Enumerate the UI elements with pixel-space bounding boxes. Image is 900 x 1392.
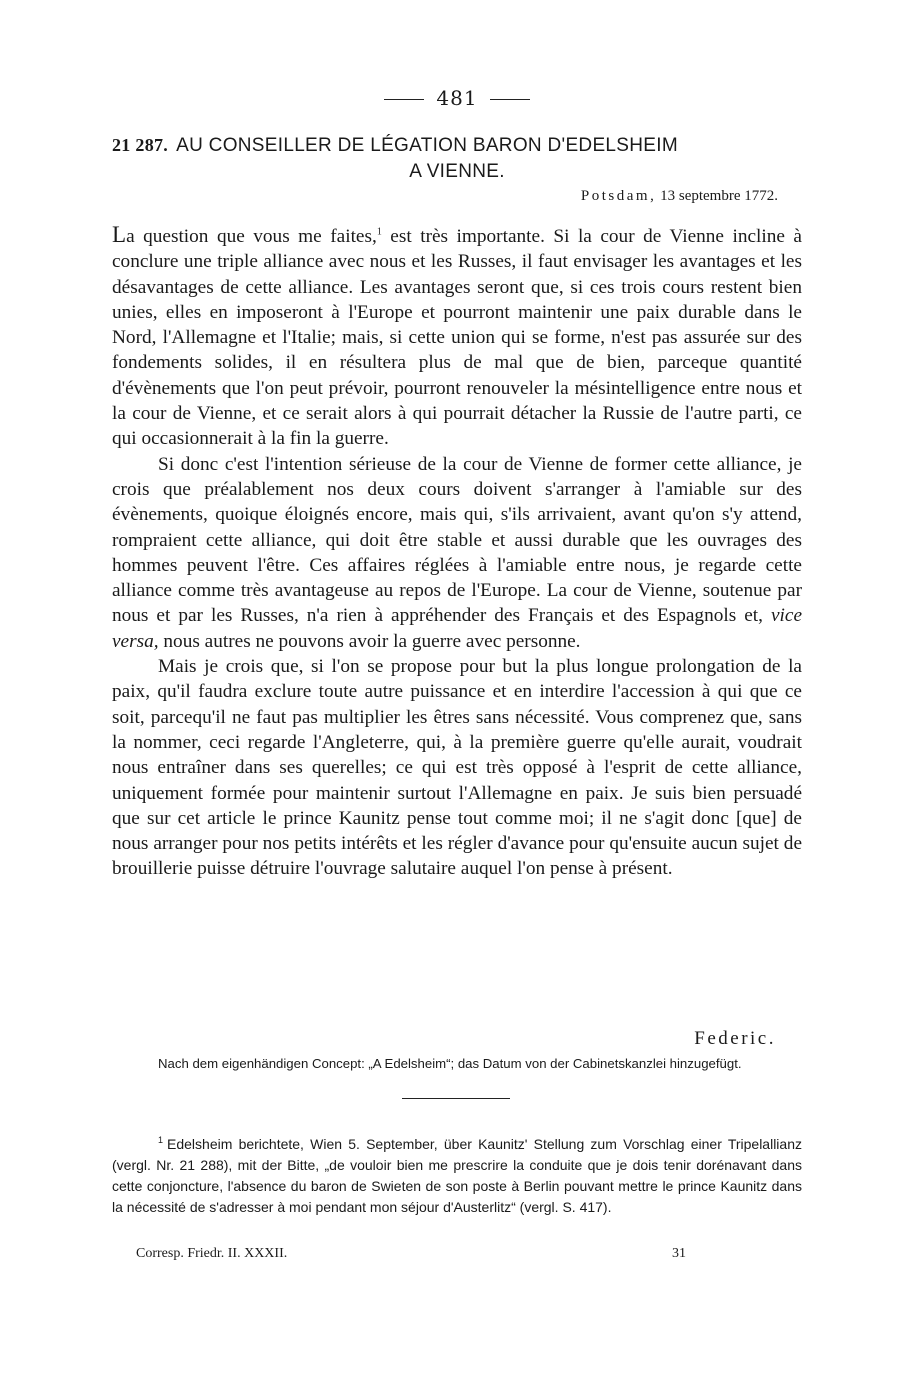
page-number-dash-right (490, 99, 530, 100)
footnote-mark: 1 (158, 1135, 164, 1146)
paragraph-1 (112, 222, 802, 452)
volume-reference: Corresp. Friedr. II. XXXII. (136, 1246, 288, 1261)
paragraph-1-text-a: a question que vous me faites, (126, 226, 377, 247)
dateline-date: 13 septembre 1772. (660, 188, 778, 204)
footnote-text: Edelsheim berichtete, Wien 5. September, über Kaunitz' Stellung zum Vorschlag einer Tripelallianz (vergl. Nr. 21 288), mit der Bitte, „de vouloir bien me prescrire la conduite que je dois tenir dorénavant dans cette conjoncture, l'absence du baron de Swieten de son poste à Berlin pouvant mettre le prince Kaunitz dans la nécessité de s'adresser à moi pendant mon séjour d'Austerlitz“ (vergl. S. 417). (112, 1136, 802, 1215)
page-number-text: 481 (436, 86, 478, 110)
paragraph-2-text-a: Si donc c'est l'intention sérieuse de la cour de Vienne de former cette alliance, je crois que préalablement nos deux cours doivent s'arranger à l'amiable sur des évènements, quoique éloignés encore, mais qui, s'ils arrivaient, avant qu'on s'y attend, rompraient cette alliance, qui doit être stable et aussi durable que les ouvrages des hommes peuvent l'être. Ces affaires réglées à l'amiable entre nous, je regarde cette alliance comme très avantageuse au repos de l'Europe. La cour de Vienne, soutenue par nous et par les Russes, n'a rien à appréhender des Français et des Espagnols et, (112, 453, 802, 627)
paragraph-1-text-b: est très importante. Si la cour de Vienne incline à conclure une triple alliance avec nous et les Russes, il faut envisager les avantages et les désavantages de cette alliance. Les avantages seront que, si ces trois cours restent bien unies, elles en imposeront à l'Europe et pourront maintenir une paix durable dans le Nord, l'Allemagne et l'Italie; mais, si cette union qui se forme, n'est pas assurée sur des fondements solides, il en résultera plus de mal que de bien, parceque quantité d'évènements que l'on peut prévoir, pourront renouveler la mésintelligence entre nous et la cour de Vienne, et ce serait alors à qui pourrait détacher la Russie de l'autre parti, ce qui occasionnerait à la fin la guerre. (112, 226, 802, 450)
page-number-dash-left (384, 99, 424, 100)
footnote (112, 1134, 802, 1218)
letter-body (112, 222, 802, 882)
footnote-reference: 1 (376, 226, 382, 238)
letter-number: 21 287. (112, 135, 169, 155)
dateline-place: Potsdam, (580, 188, 657, 204)
letter-title-line2: A VIENNE. (409, 161, 505, 182)
page-number (112, 86, 802, 110)
paragraph-2 (112, 452, 802, 654)
footnote-divider (402, 1098, 510, 1099)
letter-title-line1: AU CONSEILLER DE LÉGATION BARON D'EDELSHEIM (176, 135, 678, 156)
paragraph-2-italic: vice versa, (112, 605, 802, 652)
paragraph-3: Mais je crois que, si l'on se propose pour but la plus longue prolongation de la paix, qu'il faudra exclure toute autre puissance et en interdire l'accession à qui que ce soit, parcequ'il ne faut pas multiplier les êtres sans nécessité. Vous comprenez que, sans la nommer, ceci regarde l'Angleterre, qui, à la première guerre qu'elle aurait, voudrait nous entraîner dans ses querelles; ce qui est très opposé à l'esprit de cette alliance, uniquement formée pour maintenir surtout l'Allemagne en paix. Je suis bien persuadé que sur cet article le prince Kaunitz pense tout comme moi; il ne s'agit donc [que] de nous arranger pour nos petits intérêts et les régler d'avance pour qu'ensuite aucun sujet de brouillerie puisse détruire l'ouvrage salutaire auquel l'on pense à présent. (112, 656, 802, 880)
letter-heading (112, 132, 802, 185)
dateline (581, 188, 778, 205)
source-note: Nach dem eigenhändigen Concept: „A Edelsheim“; das Datum von der Cabinetskanzlei hinzugefügt. (158, 1056, 742, 1071)
signature-mark: 31 (672, 1246, 686, 1261)
paragraph-2-text-b: nous autres ne pouvons avoir la guerre avec personne. (158, 630, 581, 652)
signature: Federic. (694, 1028, 776, 1049)
dropcap: L (112, 222, 127, 247)
